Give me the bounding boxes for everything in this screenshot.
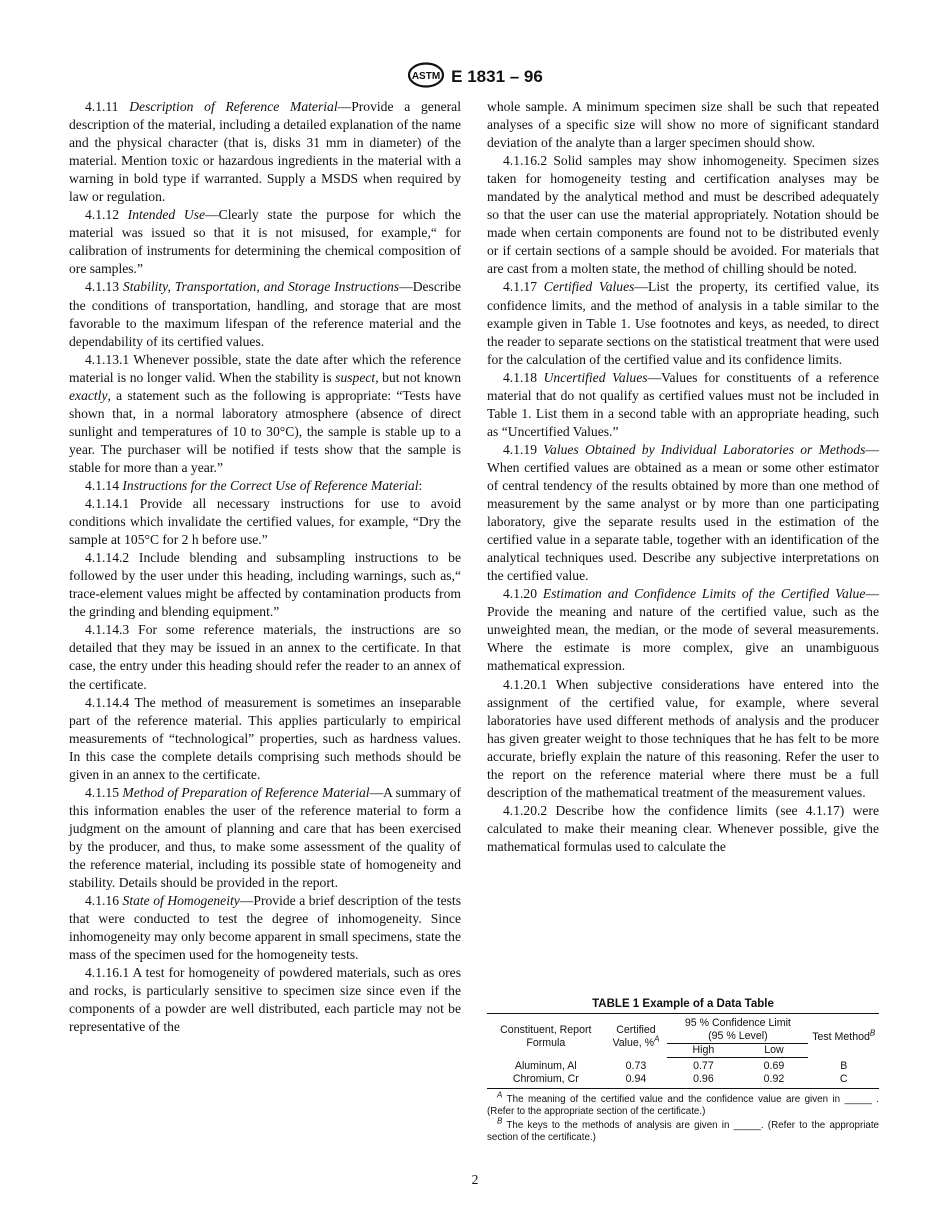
header-confidence-limit: 95 % Confidence Limit (95 % Level) xyxy=(667,1014,808,1044)
section-4-1-19: 4.1.19 Values Obtained by Individual Laboratories or Methods—When certified values are obtained as a mean or some other estimator of central tendency of the results obtained by more than one method of measurement by the same analyst or by more than one participating laboratory, give the separate results used in the estimation of the certified value in a separate table, together with an identification of the analytical techniques used. Describe any subjective interpretations on the certified value. xyxy=(487,441,879,584)
section-4-1-15: 4.1.15 Method of Preparation of Reference Material—A summary of this information enables the user of the reference material to form a judgment on the amount of planning and care that has been exercised by the producer, and thus, to make some assessment of the quality of the reference material, including its possible state of homogeneity and stability. Details should be provided in the report. xyxy=(69,784,462,891)
section-4-1-13: 4.1.13 Stability, Transportation, and Storage Instructions—Describe the conditions of transportation, handling, and storage that are most favorable to the maximum lifespan of the reference material and the dependability of its certified values. xyxy=(69,279,461,349)
cell-high: 0.96 xyxy=(667,1073,739,1089)
data-table-block xyxy=(487,998,879,1144)
header-low: Low xyxy=(740,1044,809,1058)
section-continuation: whole sample. A minimum specimen size shall be such that repeated analyses of a specific size will show no more of significant standard deviation of the analyte than a larger specimen should show. xyxy=(487,99,879,151)
header-test-method: Test Method$^B$ xyxy=(808,1014,879,1058)
cell-high: 0.77 xyxy=(693,1060,714,1072)
page-number: 2 xyxy=(471,1172,479,1187)
cell-constituent: Aluminum, Al xyxy=(514,1059,577,1072)
cell-test-method: C xyxy=(808,1073,879,1089)
footnote-b: $^B$ The keys to the methods of analysis are given in _____. (Refer to the appropriate section of the certificate.) xyxy=(487,1116,880,1143)
document-designation: E 1831 – 96 xyxy=(451,66,543,86)
section-4-1-18: 4.1.18 Uncertified Values—Values for constituents of a reference material that do not qualify as certified values must not be included in Table 1. List them in a second table with an appropriate heading, such as “Uncertified Values.” xyxy=(487,369,879,439)
cell-certified-value: 0.94 xyxy=(605,1073,668,1089)
section-4-1-12: 4.1.12 Intended Use—Clearly state the purpose for which the material was issued so that it is not misused, for example,“ for calibration of instruments for determining the chemical composition of ore samples.” xyxy=(69,207,461,277)
cell-test-method: B xyxy=(840,1059,848,1072)
section-4-1-14: 4.1.14 Instructions for the Correct Use of Reference Material: xyxy=(85,477,423,493)
section-4-1-13-1: 4.1.13.1 Whenever possible, state the date after which the reference material is no longer valid. When the stability is suspect, but not known exactly, a statement such as the following is appropriate: “Tests have shown that, in a normal laboratory atmosphere (absence of direct sunlight and temperatures of 10 to 30°C), the sample is stable up to a year. The purchaser will be notified if tests show that the sample is stable for more than a year.” xyxy=(69,351,462,475)
section-4-1-14-1: 4.1.14.1 Provide all necessary instructions for use to avoid conditions which invalidate the certified values, for example, “Dry the sample at 105°C for 2 h before use.” xyxy=(69,496,461,548)
section-4-1-11: 4.1.11 Description of Reference Material—Provide a general description of the material, including a detailed explanation of the name and the physical character (that is, disks 31 mm in diameter) of the material. Mention toxic or hazardous ingredients in the material with a warning in bold type if warranted. Supply a MSDS when required by law or regulation. xyxy=(69,99,461,205)
footnote-a: $^A$ The meaning of the certified value and the confidence value are given in _____ . (Refer to the appropriate section of the certificate.) xyxy=(487,1090,880,1117)
header-certified-value: Certified Value, %$^A$ xyxy=(605,1014,668,1058)
left-column xyxy=(69,98,461,1036)
header-constituent: Constituent, Report Formula xyxy=(487,1014,605,1058)
table-row xyxy=(487,1073,879,1089)
svg-text:ASTM: ASTM xyxy=(411,71,441,82)
section-4-1-17: 4.1.17 Certified Values—List the property, its certified value, its confidence limits, and the method of analysis in a table similar to the example given in Table 1. Use footnotes and keys, as needed, to direct the reader to separate sections on the statistical treatment that were used for the calculation of the certified value and its confidence limits. xyxy=(487,279,879,367)
page-header xyxy=(0,62,950,93)
section-4-1-14-3: 4.1.14.3 For some reference materials, the instructions are so detailed that they may be issued in an annex to the certificate. In that case, the entry under this heading should refer the reader to an annex of the certificate. xyxy=(69,622,461,692)
section-4-1-20-1: 4.1.20.1 When subjective considerations have entered into the assignment of the certified value, for example, where several laboratories have used different methods of analysis and the producer has given greater weight to those techniques that he has felt to be more accurate, briefly explain the nature of this reasoning. Refer the user to the report on the reference material where there must be a full description of the mathematical treatment of the measurement values. xyxy=(487,676,879,800)
cell-constituent: Chromium, Cr xyxy=(487,1073,605,1089)
cell-low: 0.92 xyxy=(740,1073,809,1089)
section-4-1-14-2: 4.1.14.2 Include blending and subsampling instructions to be followed by the user under this heading, including warnings, such as,“ trace-element values might be affected by contamination products from the grinding and blending equipment.” xyxy=(69,550,461,620)
cell-low: 0.69 xyxy=(763,1060,785,1072)
right-column xyxy=(487,98,879,856)
data-table xyxy=(487,1013,879,1089)
section-4-1-16-2: 4.1.16.2 Solid samples may show inhomogeneity. Specimen sizes taken for homogeneity testing and certification analyses may be mandated by the analytical method and must be described adequately so that the user can use the material appropriately. Notation should be made when certain components are found not to be distributed evenly or if certain sections of a sample should be avoided. For materials that are cast from a molten state, the method of chilling should be noted. xyxy=(487,153,879,277)
table-footnotes xyxy=(487,1090,880,1144)
section-4-1-16: 4.1.16 State of Homogeneity—Provide a brief description of the tests that were conducted to test the degree of inhomogeneity. Since inhomogeneity may only become apparent in small specimens, state the mass of the specimen used for the homogeneity tests. xyxy=(69,893,462,963)
section-4-1-16-1: 4.1.16.1 A test for homogeneity of powdered materials, such as ores and rocks, is particularly sensitive to specimen size since even if the components of a powder are well distributed, each particle may not be representative of the xyxy=(69,965,461,1035)
astm-logo-icon xyxy=(407,62,445,93)
table-caption: TABLE 1 Example of a Data Table xyxy=(592,998,774,1010)
section-4-1-14-4: 4.1.14.4 The method of measurement is sometimes an inseparable part of the reference material. This applies particularly to empirical measurements of “technological” properties, such as hardness values. In this case the complete details comprising such methods should be given in an annex to the certificate. xyxy=(69,694,461,782)
cell-certified-value: 0.73 xyxy=(625,1059,647,1072)
section-4-1-20-2: 4.1.20.2 Describe how the confidence limits (see 4.1.17) were calculated to make their meaning clear. Whenever possible, give the mathematical formulas used to calculate the xyxy=(487,802,879,854)
section-4-1-20: 4.1.20 Estimation and Confidence Limits of the Certified Value—Provide the meaning and nature of the certified value, such as the unweighted mean, the median, or the mode of several measurements. Where the estimate is more complex, give an unambiguous mathematical expression. xyxy=(487,586,879,674)
table-row xyxy=(487,1058,879,1074)
header-high: High xyxy=(667,1044,739,1058)
